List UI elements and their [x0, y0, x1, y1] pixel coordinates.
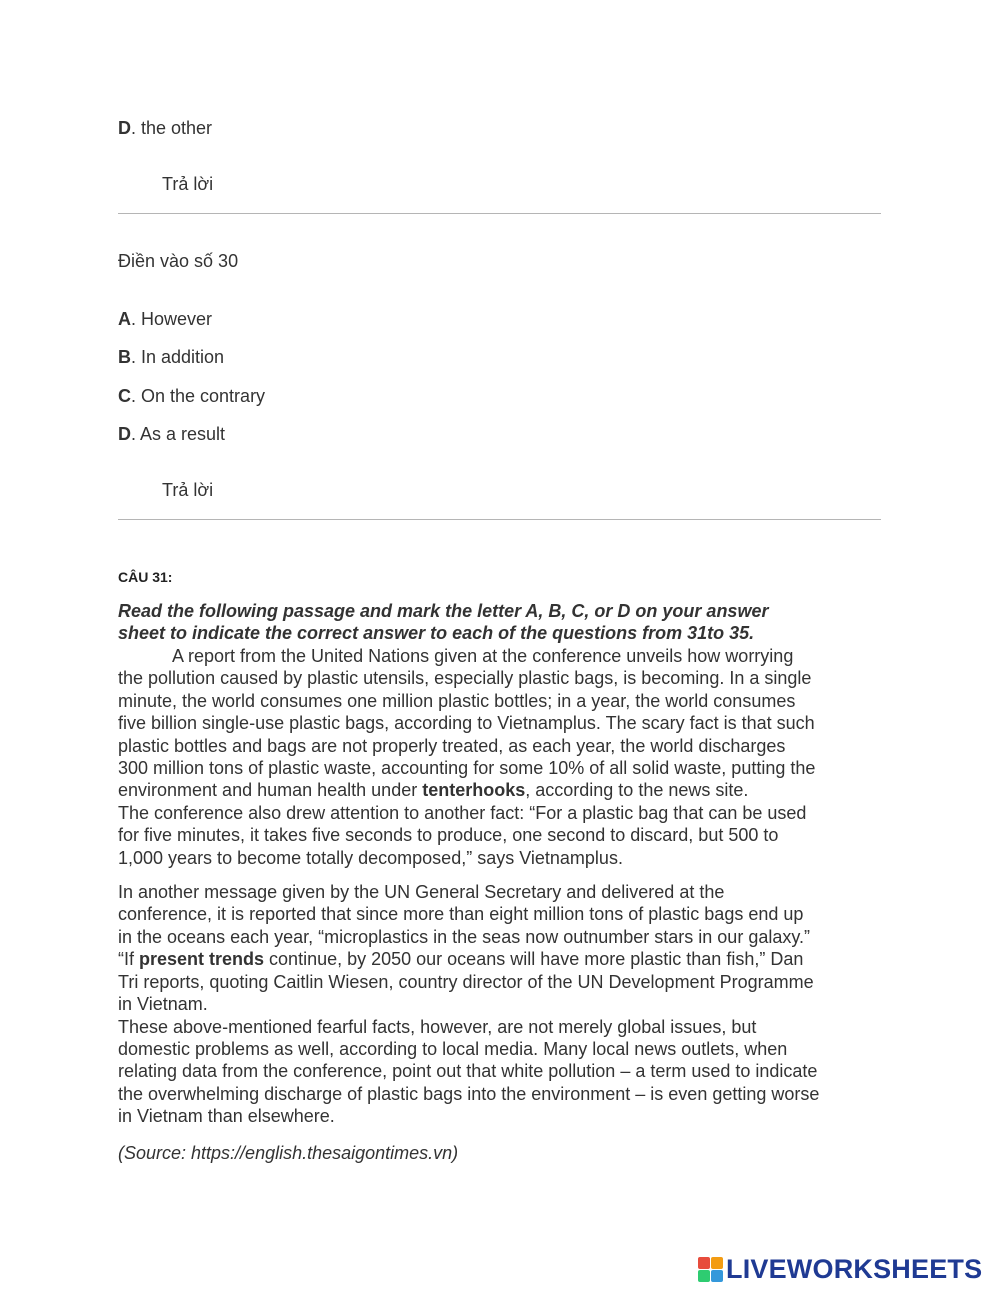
q29-answer-link[interactable]: Trả lời — [162, 174, 214, 194]
q30-option-d[interactable] — [118, 423, 225, 445]
passage-line: conference, it is reported that since more than eight million tons of plastic bags end up — [118, 904, 804, 925]
passage-source: (Source: https://english.thesaigontimes.vn) — [118, 1143, 459, 1163]
option-letter: C — [118, 386, 131, 406]
divider — [118, 213, 881, 214]
option-text: . On the contrary — [131, 386, 266, 406]
q30-option-a[interactable] — [118, 308, 212, 330]
logo-tile — [698, 1257, 710, 1269]
passage-line: A report from the United Nations given at the conference unveils how worrying — [172, 646, 794, 666]
passage-line: for five minutes, it takes five seconds to produce, one second to discard, but 500 to — [118, 825, 779, 846]
passage-line: minute, the world consumes one million plastic bottles; in a year, the world consumes — [118, 690, 796, 711]
passage-line: in Vietnam. — [118, 994, 208, 1015]
logo-tile — [711, 1270, 723, 1282]
divider — [118, 519, 881, 520]
option-letter: A — [118, 309, 131, 329]
q29-option-d — [118, 117, 212, 139]
liveworksheets-logo-icon — [698, 1257, 723, 1282]
instruction-line: sheet to indicate the correct answer to each of the questions from 31to 35. — [118, 623, 755, 644]
q30-prompt: Điền vào số 30 — [118, 251, 239, 271]
logo-tile — [698, 1270, 710, 1282]
option-letter: D — [118, 118, 131, 138]
text-run: continue, by 2050 our oceans will have more plastic than fish,” Dan — [264, 949, 804, 970]
passage-line: in Vietnam than elsewhere. — [118, 1106, 335, 1127]
keyword-present-trends: present trends — [139, 949, 265, 970]
reading-passage — [118, 645, 898, 1128]
text-run: “If — [118, 949, 139, 970]
q31-instruction — [118, 600, 898, 645]
q31-heading: CÂU 31: — [118, 569, 173, 585]
logo-text: LIVEWORKSHEETS — [726, 1253, 983, 1284]
logo-tile — [711, 1257, 723, 1269]
q30-answer-link[interactable]: Trả lời — [162, 480, 214, 500]
passage-line: These above-mentioned fearful facts, however, are not merely global issues, but — [118, 1016, 757, 1037]
passage-line: in the oceans each year, “microplastics in the seas now outnumber stars in our galaxy.” — [118, 926, 811, 947]
option-letter: D — [118, 424, 131, 444]
option-letter: B — [118, 347, 131, 367]
option-text: . However — [131, 309, 213, 329]
q30-option-b[interactable] — [118, 346, 224, 368]
keyword-tenterhooks: tenterhooks — [422, 780, 526, 801]
passage-line: Tri reports, quoting Caitlin Wiesen, country director of the UN Development Programme — [118, 971, 814, 992]
passage-line: The conference also drew attention to another fact: “For a plastic bag that can be used — [118, 802, 807, 823]
liveworksheets-logo — [698, 1254, 982, 1284]
option-text: . In addition — [131, 347, 225, 367]
passage-line: 300 million tons of plastic waste, accounting for some 10% of all solid waste, putting the — [118, 758, 816, 779]
passage-line: domestic problems as well, according to local media. Many local news outlets, when — [118, 1038, 788, 1059]
passage-line: five billion single-use plastic bags, according to Vietnamplus. The scary fact is that such — [118, 713, 815, 734]
passage-line: 1,000 years to become totally decomposed,” says Vietnamplus. — [118, 847, 623, 868]
option-text: . As a result — [131, 424, 226, 444]
passage-paragraph-2 — [118, 802, 898, 869]
passage-paragraph-3 — [118, 881, 898, 1015]
passage-line — [118, 948, 898, 970]
passage-line: the overwhelming discharge of plastic bags into the environment – is even getting worse — [118, 1083, 820, 1104]
q30-option-c[interactable] — [118, 385, 265, 407]
passage-paragraph-4 — [118, 1016, 898, 1128]
text-run: , according to the news site. — [525, 780, 749, 801]
text-run: environment and human health under — [118, 780, 423, 801]
passage-line: relating data from the conference, point out that white pollution – a term used to indicate — [118, 1061, 818, 1082]
passage-line: plastic bottles and bags are not properly treated, as each year, the world discharges — [118, 735, 786, 756]
passage-line: In another message given by the UN General Secretary and delivered at the — [118, 882, 725, 903]
instruction-line: Read the following passage and mark the letter A, B, C, or D on your answer — [118, 601, 769, 621]
passage-line — [118, 779, 898, 801]
passage-line: the pollution caused by plastic utensils, especially plastic bags, is becoming. In a single — [118, 668, 812, 689]
passage-paragraph-1 — [118, 645, 898, 802]
option-text: . the other — [131, 118, 213, 138]
